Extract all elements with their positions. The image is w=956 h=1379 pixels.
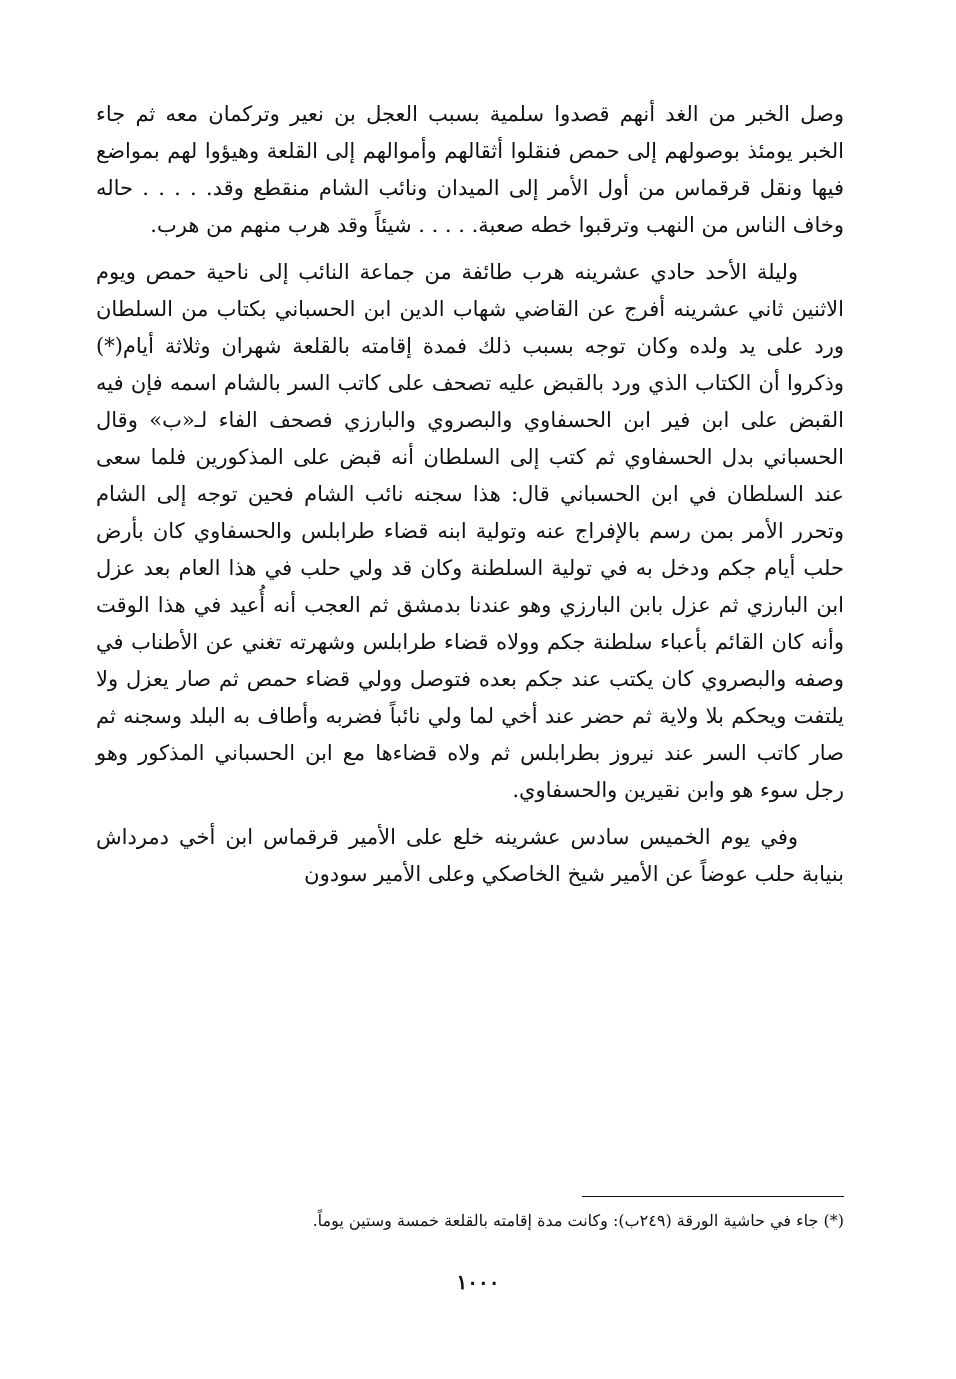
main-text [96, 96, 844, 893]
footnote-separator [582, 1196, 844, 1197]
paragraph-gap [96, 244, 844, 254]
paragraph-3: وفي يوم الخميس سادس عشرينه خلع على الأمير قرقماس ابن أخي دمرداش بنيابة حلب عوضاً عن الأمير شيخ الخاصكي وعلى الأمير سودون [96, 825, 844, 886]
paragraph-1: وصل الخبر من الغد أنهم قصدوا سلمية بسبب العجل بن نعير وتركمان معه ثم جاء الخبر يومئذ بوصولهم إلى حمص فنقلوا أثقالهم وأموالهم إلى القلعة وهيؤوا لهم بمواضع فيها ونقل قرقماس من أول الأمر إلى الميدان ونائب الشام منقطع وقد. . . . . حاله وخاف الناس من النهب وترقبوا خطه صعبة. . . . . شيئاً وقد هرب منهم من هرب. [96, 102, 844, 237]
footnote: (*) جاء في حاشية الورقة (٢٤٩ب): وكانت مدة إقامته بالقلعة خمسة وستين يوماً. [312, 1211, 844, 1230]
paragraph-gap [96, 809, 844, 819]
page-number: ١٠٠٠ [456, 1270, 500, 1294]
paragraph-2: وليلة الأحد حادي عشرينه هرب طائفة من جماعة النائب إلى ناحية حمص ويوم الاثنين ثاني عشرينه أفرج عن القاضي شهاب الدين ابن الحسباني بكتاب من السلطان ورد على يد ولده وكان توجه بسبب ذلك فمدة إقامته بالقلعة شهران وثلاثة أيام(*) وذكروا أن الكتاب الذي ورد بالقبض عليه تصحف على كاتب السر بالشام اسمه فإن فيه القبض على ابن فير ابن الحسفاوي والبصروي والبارزي فصحف الفاء لـ«ب» وقال الحسباني بدل الحسفاوي ثم كتب إلى السلطان أنه قبض على المذكورين فلما سعى عند السلطان في ابن الحسباني قال: هذا سجنه نائب الشام فحين توجه إلى الشام وتحرر الأمر بمن رسم بالإفراج عنه وتولية ابنه قضاء طرابلس والحسفاوي كان بأرض حلب أيام جكم ودخل به في تولية السلطنة وكان قد ولي حلب في هذا العام بعد عزل ابن البارزي ثم عزل بابن البارزي وهو عندنا بدمشق ثم العجب أنه أُعيد في هذا الوقت وأنه كان القائم بأعباء سلطنة جكم وولاه قضاء طرابلس وشهرته تغني عن الأطناب في وصفه والبصروي كان يكتب عند جكم بعده فتوصل وولي قضاء حمص ثم صار يعزل ولا يلتفت ويحكم بلا ولاية ثم حضر عند أخي لما ولي نائباً فضربه وأطاف به البلد وسجنه ثم صار كاتب السر عند نيروز بطرابلس ثم ولاه قضاءها مع ابن الحسباني المذكور وهو رجل سوء هو وابن نقيرين والحسفاوي. [96, 260, 844, 802]
